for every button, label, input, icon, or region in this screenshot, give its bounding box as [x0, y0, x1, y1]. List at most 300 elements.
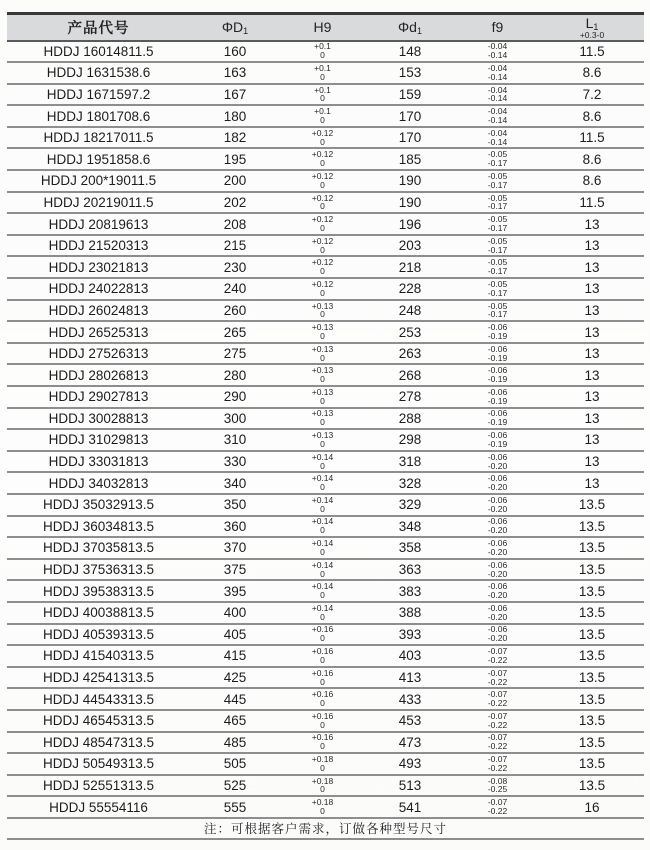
header-H9: [280, 14, 365, 41]
h9-tolerance-upper: +0.18: [311, 797, 334, 808]
cell-f9: [455, 386, 540, 408]
cell-product-code: HDDJ 20819613: [7, 213, 190, 235]
cell-phi-d1: 253: [365, 321, 455, 343]
table-footer: [7, 818, 644, 839]
cell-product-code: HDDJ 52551313.5: [7, 775, 190, 797]
cell-phi-D1: 400: [190, 602, 280, 624]
f9-tolerance-stack: [488, 561, 507, 579]
cell-product-code: HDDJ 31029813: [7, 429, 190, 451]
cell-product-code: HDDJ 23021813: [7, 256, 190, 278]
f9-tolerance-stack: [488, 474, 507, 492]
f9-tolerance-upper: -0.04: [487, 127, 508, 138]
cell-phi-d1: 170: [365, 127, 455, 149]
cell-L1: 13.5: [540, 537, 644, 559]
h9-tolerance-upper: +0.13: [311, 322, 334, 333]
header-phi-D1-subscript: 1: [243, 26, 249, 37]
h9-tolerance-stack: [312, 798, 334, 816]
cell-phi-D1: 200: [190, 170, 280, 192]
f9-tolerance-upper: -0.05: [487, 192, 508, 203]
cell-phi-d1: 190: [365, 170, 455, 192]
cell-L1: 13.5: [540, 732, 644, 754]
f9-tolerance-stack: [488, 733, 507, 751]
cell-phi-D1: 485: [190, 732, 280, 754]
f9-tolerance-upper: -0.05: [487, 149, 508, 160]
cell-H9: [280, 408, 365, 430]
f9-tolerance-stack: [488, 323, 507, 341]
cell-L1: 13.5: [540, 494, 644, 516]
header-phi-D1: [190, 14, 280, 41]
cell-L1: 13.5: [540, 688, 644, 710]
cell-phi-D1: 215: [190, 235, 280, 257]
f9-tolerance-stack: [488, 496, 507, 514]
cell-L1: 13: [540, 386, 644, 408]
cell-H9: [280, 364, 365, 386]
cell-phi-d1: 403: [365, 645, 455, 667]
cell-product-code: HDDJ 26525313: [7, 321, 190, 343]
h9-tolerance-lower: 0: [320, 309, 325, 320]
cell-phi-d1: 159: [365, 84, 455, 106]
f9-tolerance-upper: -0.04: [487, 84, 508, 95]
f9-tolerance-stack: [488, 237, 507, 255]
cell-L1: 13: [540, 408, 644, 430]
h9-tolerance-upper: +0.12: [311, 257, 334, 268]
cell-product-code: HDDJ 37536313.5: [7, 559, 190, 581]
cell-f9: [455, 667, 540, 689]
cell-phi-D1: 280: [190, 364, 280, 386]
table-header: [7, 14, 644, 41]
cell-phi-d1: 513: [365, 775, 455, 797]
f9-tolerance-upper: -0.04: [487, 106, 508, 117]
cell-phi-D1: 260: [190, 300, 280, 322]
f9-tolerance-stack: [488, 64, 507, 82]
cell-H9: [280, 732, 365, 754]
h9-tolerance-upper: +0.14: [311, 602, 334, 613]
cell-phi-d1: 329: [365, 494, 455, 516]
h9-tolerance-lower: 0: [320, 611, 325, 622]
cell-product-code: HDDJ 29027813: [7, 386, 190, 408]
cell-phi-D1: 163: [190, 62, 280, 84]
table-row: [7, 386, 644, 408]
h9-tolerance-lower: 0: [320, 417, 325, 428]
cell-product-code: HDDJ 44543313.5: [7, 688, 190, 710]
f9-tolerance-lower: -0.20: [487, 460, 508, 471]
cell-f9: [455, 300, 540, 322]
cell-L1: 13: [540, 256, 644, 278]
h9-tolerance-stack: [312, 496, 334, 514]
h9-tolerance-upper: +0.12: [311, 127, 334, 138]
table-row: [7, 559, 644, 581]
f9-tolerance-lower: -0.22: [487, 762, 508, 773]
f9-tolerance-upper: -0.05: [487, 214, 508, 225]
cell-f9: [455, 602, 540, 624]
h9-tolerance-upper: +0.12: [311, 192, 334, 203]
cell-L1: 13.5: [540, 559, 644, 581]
cell-H9: [280, 624, 365, 646]
cell-phi-d1: 298: [365, 429, 455, 451]
h9-tolerance-stack: [312, 474, 334, 492]
table-row: [7, 343, 644, 365]
cell-f9: [455, 645, 540, 667]
cell-H9: [280, 472, 365, 494]
h9-tolerance-lower: 0: [320, 784, 325, 795]
f9-tolerance-upper: -0.06: [487, 559, 508, 570]
cell-product-code: HDDJ 46545313.5: [7, 710, 190, 732]
cell-product-code: HDDJ 24022813: [7, 278, 190, 300]
h9-tolerance-upper: +0.18: [311, 753, 334, 764]
h9-tolerance-upper: +0.1: [314, 41, 331, 52]
cell-L1: 13.5: [540, 710, 644, 732]
cell-L1: 13.5: [540, 753, 644, 775]
f9-tolerance-upper: -0.06: [487, 538, 508, 549]
cell-phi-d1: 248: [365, 300, 455, 322]
cell-phi-D1: 395: [190, 580, 280, 602]
cell-L1: 13: [540, 321, 644, 343]
cell-f9: [455, 472, 540, 494]
f9-tolerance-lower: -0.14: [487, 136, 508, 147]
cell-f9: [455, 537, 540, 559]
h9-tolerance-lower: 0: [320, 352, 325, 363]
h9-tolerance-lower: 0: [320, 136, 325, 147]
cell-phi-D1: 360: [190, 516, 280, 538]
f9-tolerance-upper: -0.04: [487, 62, 508, 73]
f9-tolerance-lower: -0.22: [487, 806, 508, 817]
cell-H9: [280, 170, 365, 192]
cell-L1: 13.5: [540, 645, 644, 667]
f9-tolerance-lower: -0.20: [487, 503, 508, 514]
f9-tolerance-stack: [488, 409, 507, 427]
h9-tolerance-lower: 0: [320, 438, 325, 449]
f9-tolerance-upper: -0.06: [487, 343, 508, 354]
cell-L1: 8.6: [540, 148, 644, 170]
cell-phi-d1: 348: [365, 516, 455, 538]
f9-tolerance-lower: -0.19: [487, 438, 508, 449]
f9-tolerance-upper: -0.05: [487, 278, 508, 289]
cell-H9: [280, 710, 365, 732]
f9-tolerance-upper: -0.08: [487, 775, 508, 786]
cell-phi-d1: 473: [365, 732, 455, 754]
product-spec-table: [7, 12, 644, 840]
h9-tolerance-upper: +0.14: [311, 581, 334, 592]
header-phi-D1-label: ΦD: [221, 19, 244, 36]
table-row: [7, 753, 644, 775]
f9-tolerance-stack: [488, 582, 507, 600]
table-row: [7, 451, 644, 473]
cell-H9: [280, 429, 365, 451]
cell-product-code: HDDJ 35032913.5: [7, 494, 190, 516]
header-L1-tolerance: +0.3-0: [579, 30, 605, 40]
cell-phi-D1: 375: [190, 559, 280, 581]
table-row: [7, 645, 644, 667]
h9-tolerance-stack: [312, 625, 334, 643]
h9-tolerance-upper: +0.16: [311, 710, 334, 721]
f9-tolerance-lower: -0.19: [487, 352, 508, 363]
cell-product-code: HDDJ 28026813: [7, 364, 190, 386]
cell-f9: [455, 62, 540, 84]
table-row: [7, 62, 644, 84]
cell-phi-d1: 153: [365, 62, 455, 84]
f9-tolerance-upper: -0.07: [487, 689, 508, 700]
cell-product-code: HDDJ 26024813: [7, 300, 190, 322]
table-row: [7, 84, 644, 106]
cell-H9: [280, 667, 365, 689]
cell-phi-D1: 182: [190, 127, 280, 149]
header-L1: [540, 14, 644, 41]
cell-product-code: HDDJ 1801708.6: [7, 105, 190, 127]
f9-tolerance-stack: [488, 86, 507, 104]
f9-tolerance-stack: [488, 712, 507, 730]
f9-tolerance-upper: -0.06: [487, 365, 508, 376]
f9-tolerance-lower: -0.17: [487, 244, 508, 255]
cell-phi-d1: 493: [365, 753, 455, 775]
f9-tolerance-lower: -0.22: [487, 719, 508, 730]
h9-tolerance-upper: +0.12: [311, 149, 334, 160]
f9-tolerance-upper: -0.05: [487, 235, 508, 246]
h9-tolerance-upper: +0.1: [314, 84, 331, 95]
cell-f9: [455, 321, 540, 343]
table-row: [7, 429, 644, 451]
cell-f9: [455, 494, 540, 516]
f9-tolerance-upper: -0.06: [487, 451, 508, 462]
cell-phi-d1: 196: [365, 213, 455, 235]
h9-tolerance-upper: +0.1: [314, 62, 331, 73]
h9-tolerance-upper: +0.16: [311, 667, 334, 678]
f9-tolerance-stack: [488, 366, 507, 384]
f9-tolerance-upper: -0.06: [487, 516, 508, 527]
table-row: [7, 127, 644, 149]
cell-phi-d1: 170: [365, 105, 455, 127]
f9-tolerance-upper: -0.06: [487, 408, 508, 419]
h9-tolerance-lower: 0: [320, 546, 325, 557]
cell-phi-D1: 265: [190, 321, 280, 343]
cell-phi-d1: 383: [365, 580, 455, 602]
h9-tolerance-upper: +0.12: [311, 278, 334, 289]
f9-tolerance-stack: [488, 302, 507, 320]
table-row: [7, 105, 644, 127]
h9-tolerance-lower: 0: [320, 374, 325, 385]
cell-H9: [280, 127, 365, 149]
cell-L1: 7.2: [540, 84, 644, 106]
f9-tolerance-lower: -0.20: [487, 525, 508, 536]
cell-H9: [280, 235, 365, 257]
h9-tolerance-lower: 0: [320, 179, 325, 190]
cell-product-code: HDDJ 30028813: [7, 408, 190, 430]
f9-tolerance-lower: -0.17: [487, 287, 508, 298]
cell-phi-d1: 358: [365, 537, 455, 559]
cell-H9: [280, 386, 365, 408]
f9-tolerance-upper: -0.06: [487, 602, 508, 613]
f9-tolerance-lower: -0.20: [487, 482, 508, 493]
cell-f9: [455, 148, 540, 170]
table-body: [7, 41, 644, 818]
cell-L1: 13.5: [540, 775, 644, 797]
cell-H9: [280, 494, 365, 516]
f9-tolerance-stack: [488, 755, 507, 773]
h9-tolerance-upper: +0.12: [311, 235, 334, 246]
cell-L1: 8.6: [540, 170, 644, 192]
h9-tolerance-stack: [312, 409, 334, 427]
h9-tolerance-stack: [312, 690, 334, 708]
cell-phi-d1: 263: [365, 343, 455, 365]
h9-tolerance-stack: [312, 323, 334, 341]
h9-tolerance-stack: [312, 345, 334, 363]
cell-L1: 11.5: [540, 192, 644, 214]
cell-phi-D1: 300: [190, 408, 280, 430]
f9-tolerance-stack: [488, 453, 507, 471]
cell-phi-D1: 160: [190, 41, 280, 63]
h9-tolerance-stack: [312, 237, 334, 255]
cell-f9: [455, 710, 540, 732]
f9-tolerance-lower: -0.22: [487, 698, 508, 709]
f9-tolerance-stack: [488, 517, 507, 535]
f9-tolerance-upper: -0.07: [487, 646, 508, 656]
cell-product-code: HDDJ 40539313.5: [7, 624, 190, 646]
h9-tolerance-stack: [312, 539, 334, 557]
cell-L1: 8.6: [540, 62, 644, 84]
cell-L1: 13: [540, 343, 644, 365]
cell-phi-D1: 275: [190, 343, 280, 365]
f9-tolerance-lower: -0.22: [487, 676, 508, 687]
cell-f9: [455, 343, 540, 365]
f9-tolerance-upper: -0.05: [487, 170, 508, 181]
h9-tolerance-lower: 0: [320, 287, 325, 298]
h9-tolerance-stack: [312, 302, 334, 320]
cell-f9: [455, 364, 540, 386]
cell-phi-d1: 388: [365, 602, 455, 624]
h9-tolerance-lower: 0: [320, 201, 325, 212]
cell-L1: 13.5: [540, 580, 644, 602]
f9-tolerance-upper: -0.06: [487, 624, 508, 635]
cell-H9: [280, 321, 365, 343]
cell-phi-d1: 393: [365, 624, 455, 646]
cell-H9: [280, 688, 365, 710]
f9-tolerance-lower: -0.20: [487, 633, 508, 644]
cell-f9: [455, 429, 540, 451]
h9-tolerance-lower: 0: [320, 395, 325, 406]
f9-tolerance-stack: [488, 280, 507, 298]
f9-tolerance-upper: -0.05: [487, 300, 508, 311]
h9-tolerance-stack: [312, 561, 334, 579]
h9-tolerance-stack: [312, 280, 334, 298]
header-row: [7, 14, 644, 41]
f9-tolerance-stack: [488, 129, 507, 147]
table-row: [7, 472, 644, 494]
h9-tolerance-stack: [312, 669, 334, 687]
cell-product-code: HDDJ 200*19011.5: [7, 170, 190, 192]
note-row: [7, 818, 644, 839]
h9-tolerance-stack: [312, 172, 334, 190]
cell-L1: 16: [540, 796, 644, 818]
cell-f9: [455, 41, 540, 63]
f9-tolerance-upper: -0.05: [487, 257, 508, 268]
table-row: [7, 688, 644, 710]
f9-tolerance-stack: [488, 172, 507, 190]
cell-f9: [455, 192, 540, 214]
table-row: [7, 278, 644, 300]
h9-tolerance-upper: +0.12: [311, 170, 334, 181]
h9-tolerance-upper: +0.14: [311, 516, 334, 527]
f9-tolerance-lower: -0.17: [487, 309, 508, 320]
header-L1-label: $L_1$: [585, 15, 599, 32]
f9-tolerance-lower: -0.20: [487, 568, 508, 579]
table-row: [7, 796, 644, 818]
cell-product-code: HDDJ 33031813: [7, 451, 190, 473]
table-row: [7, 41, 644, 63]
cell-phi-D1: 370: [190, 537, 280, 559]
header-phi-d1-subscript: 1: [416, 26, 422, 37]
h9-tolerance-lower: 0: [320, 741, 325, 752]
cell-phi-d1: 318: [365, 451, 455, 473]
f9-tolerance-stack: [488, 798, 507, 816]
cell-H9: [280, 516, 365, 538]
cell-f9: [455, 235, 540, 257]
cell-H9: [280, 753, 365, 775]
cell-H9: [280, 84, 365, 106]
cell-product-code: HDDJ 34032813: [7, 472, 190, 494]
f9-tolerance-lower: -0.14: [487, 71, 508, 82]
f9-tolerance-upper: -0.06: [487, 430, 508, 441]
table-row: [7, 624, 644, 646]
f9-tolerance-stack: [488, 690, 507, 708]
cell-H9: [280, 148, 365, 170]
cell-H9: [280, 343, 365, 365]
cell-phi-D1: 465: [190, 710, 280, 732]
h9-tolerance-lower: 0: [320, 676, 325, 687]
cell-phi-D1: 167: [190, 84, 280, 106]
f9-tolerance-stack: [488, 669, 507, 687]
f9-tolerance-lower: -0.25: [487, 784, 508, 795]
cell-H9: [280, 537, 365, 559]
cell-product-code: HDDJ 36034813.5: [7, 516, 190, 538]
f9-tolerance-stack: [488, 431, 507, 449]
table-row: [7, 494, 644, 516]
f9-tolerance-lower: -0.14: [487, 50, 508, 61]
cell-L1: 13: [540, 451, 644, 473]
cell-product-code: HDDJ 1951858.6: [7, 148, 190, 170]
cell-f9: [455, 580, 540, 602]
table-row: [7, 364, 644, 386]
h9-tolerance-stack: [312, 194, 334, 212]
h9-tolerance-upper: +0.16: [311, 624, 334, 635]
h9-tolerance-upper: +0.13: [311, 343, 334, 354]
table-row: [7, 775, 644, 797]
cell-phi-d1: 268: [365, 364, 455, 386]
cell-H9: [280, 192, 365, 214]
cell-f9: [455, 408, 540, 430]
cell-phi-D1: 415: [190, 645, 280, 667]
cell-product-code: HDDJ 27526313: [7, 343, 190, 365]
cell-phi-D1: 180: [190, 105, 280, 127]
cell-f9: [455, 213, 540, 235]
h9-tolerance-upper: +0.13: [311, 365, 334, 376]
header-product-code: [7, 14, 190, 41]
cell-f9: [455, 105, 540, 127]
cell-phi-D1: 505: [190, 753, 280, 775]
cell-phi-d1: 433: [365, 688, 455, 710]
h9-tolerance-stack: [314, 64, 331, 82]
cell-phi-D1: 350: [190, 494, 280, 516]
f9-tolerance-lower: -0.17: [487, 158, 508, 169]
f9-tolerance-upper: -0.07: [487, 797, 508, 808]
h9-tolerance-lower: 0: [320, 590, 325, 601]
cell-phi-d1: 148: [365, 41, 455, 63]
f9-tolerance-lower: -0.17: [487, 266, 508, 277]
cell-phi-d1: 453: [365, 710, 455, 732]
h9-tolerance-lower: 0: [320, 568, 325, 579]
h9-tolerance-lower: 0: [320, 698, 325, 709]
cell-H9: [280, 451, 365, 473]
h9-tolerance-stack: [312, 150, 334, 168]
cell-L1: 13: [540, 429, 644, 451]
